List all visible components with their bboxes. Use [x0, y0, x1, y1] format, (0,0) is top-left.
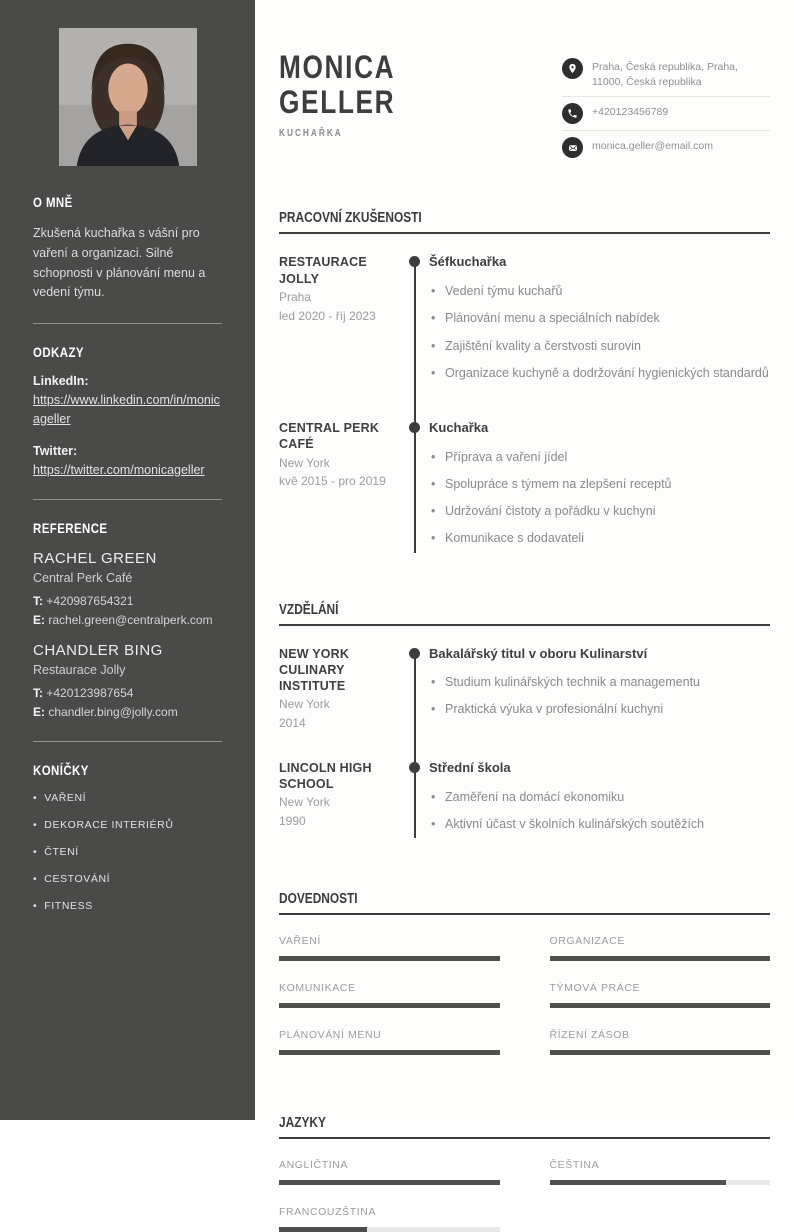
references-heading: REFERENCE: [33, 520, 108, 537]
entry-location: New York: [279, 795, 330, 810]
link-item-linkedin: [33, 374, 222, 429]
skill-bar-fill: [550, 1050, 771, 1055]
phone-value: +420987654321: [46, 594, 134, 609]
sidebar-divider: [33, 741, 222, 742]
entry-title: Šéfkuchařka: [429, 254, 507, 270]
section-experience: [279, 210, 770, 557]
sidebar-divider: [33, 499, 222, 500]
entry-dates: kvě 2015 - pro 2019: [279, 474, 386, 489]
timeline-cell: [401, 760, 429, 843]
reference-email: [33, 613, 222, 629]
entry-school: NEW YORK CULINARY INSTITUTE: [279, 646, 350, 694]
entry-dates: 2014: [279, 716, 306, 731]
entry-school: LINCOLN HIGH SCHOOL: [279, 760, 372, 792]
language-label: FRANCOUZŠTINA: [279, 1206, 377, 1219]
education-heading: VZDĚLÁNÍ: [279, 602, 770, 626]
entry-bullets: [429, 674, 770, 718]
education-entry: [279, 760, 770, 843]
language-item: [279, 1159, 500, 1185]
skill-bar-track: [550, 1050, 771, 1055]
skills-grid: [279, 935, 770, 1055]
bullet-item: • Zaměření na domácí ekonomiku: [429, 789, 770, 805]
skill-item: [550, 935, 771, 961]
hobby-item: • VAŘENÍ: [33, 792, 222, 804]
language-bar-track: [550, 1180, 771, 1185]
entry-bullets: [429, 789, 770, 833]
reference-phone: [33, 594, 222, 610]
main-content: [255, 0, 794, 1219]
phone-label: T:: [33, 686, 43, 701]
entry-location: Praha: [279, 289, 312, 304]
contact-email-text: monica.geller@email.com: [592, 140, 713, 153]
education-entry: [279, 646, 770, 732]
entry-meta: [279, 760, 401, 843]
language-bar-fill: [279, 1227, 367, 1232]
phone-icon: [562, 103, 583, 124]
timeline-cell: [401, 646, 429, 732]
bullet-item: • Studium kulinářských technik a managementu: [429, 674, 770, 690]
language-bar-fill: [550, 1180, 726, 1185]
email-value: chandler.bing@jolly.com: [48, 705, 178, 720]
sidebar-section-links: [33, 344, 222, 479]
skill-bar-track: [279, 1003, 500, 1008]
contact-location-row: [562, 52, 770, 97]
bullet-item: • Příprava a vaření jídel: [429, 449, 770, 465]
contact-location-text: Praha, Česká republika, Praha, 11000, Česká republika: [592, 61, 738, 89]
entry-bullets: [429, 449, 770, 547]
skill-label: TÝMOVÁ PRÁCE: [549, 982, 641, 995]
skill-bar-fill: [279, 956, 500, 961]
skill-label: ORGANIZACE: [549, 935, 625, 948]
reference-entry: [33, 642, 222, 720]
bullet-item: • Udržování čistoty a pořádku v kuchyni: [429, 503, 770, 519]
email-label: E:: [33, 705, 45, 720]
skill-bar-track: [279, 956, 500, 961]
reference-email: [33, 705, 222, 721]
skill-label: PLÁNOVÁNÍ MENU: [279, 1029, 382, 1042]
skill-item: [279, 1029, 500, 1055]
reference-phone: [33, 686, 222, 702]
linkedin-link[interactable]: https://www.linkedin.com/in/monicageller: [33, 393, 220, 426]
entry-company: RESTAURACE JOLLY: [279, 255, 367, 286]
link-item-twitter: [33, 444, 222, 480]
entry-body: [429, 420, 770, 558]
entry-body: [429, 760, 770, 843]
reference-company: Restaurace Jolly: [33, 663, 126, 678]
experience-entries: [279, 254, 770, 557]
contact-phone-text: +420123456789: [592, 106, 669, 119]
reference-name: CHANDLER BING: [33, 642, 163, 660]
timeline-cell: [401, 420, 429, 558]
hobby-item: • CESTOVÁNÍ: [33, 873, 222, 885]
person-role: KUCHAŘKA: [279, 128, 343, 140]
entry-title: Bakalářský titul v oboru Kulinarství: [429, 645, 648, 661]
timeline-cell: [401, 254, 429, 392]
bullet-item: • Spolupráce s týmem na zlepšení receptů: [429, 476, 770, 492]
bullet-item: • Plánování menu a speciálních nabídek: [429, 310, 770, 326]
bullet-item: • Vedení týmu kuchařů: [429, 283, 770, 299]
sidebar-section-about: [33, 194, 222, 303]
timeline-dot: [409, 422, 420, 433]
reference-name: RACHEL GREEN: [33, 550, 157, 568]
first-name: MONICA: [279, 49, 396, 85]
skill-bar-fill: [279, 1003, 500, 1008]
language-label: ANGLIČTINA: [279, 1159, 349, 1172]
hobby-item: • DEKORACE INTERIÉRŮ: [33, 819, 222, 831]
sidebar: [0, 0, 255, 1120]
experience-entry: [279, 420, 770, 558]
bullet-item: • Organizace kuchyně a dodržování hygienických standardů: [429, 365, 770, 381]
hobby-item: • FITNESS: [33, 900, 222, 912]
skill-bar-track: [550, 956, 771, 961]
sidebar-section-references: [33, 520, 222, 720]
portrait-placeholder-image: [59, 28, 197, 166]
skill-item: [279, 982, 500, 1008]
person-name: [279, 50, 421, 120]
entry-title: Kuchařka: [429, 420, 489, 436]
sidebar-divider: [33, 323, 222, 324]
about-text: Zkušená kuchařka s vášní pro vaření a organizaci. Silné schopnosti v plánování menu a vedení týmu.: [33, 226, 206, 300]
reference-entry: [33, 550, 222, 628]
language-bar-fill: [279, 1180, 500, 1185]
timeline-dot: [409, 256, 420, 267]
email-icon: [562, 137, 583, 158]
profile-photo: [59, 28, 197, 166]
entry-title: Střední škola: [429, 759, 511, 775]
skill-bar-fill: [550, 956, 771, 961]
language-label: ČEŠTINA: [549, 1159, 600, 1172]
bullet-item: • Aktivní účast v školních kulinářských soutěžích: [429, 816, 770, 832]
bullet-item: • Praktická výuka v profesionální kuchyni: [429, 701, 770, 717]
twitter-link[interactable]: https://twitter.com/monicageller: [33, 462, 205, 477]
contact-info: [562, 50, 770, 164]
experience-entry: [279, 254, 770, 392]
skill-label: ŘÍZENÍ ZÁSOB: [549, 1029, 630, 1042]
language-item: [279, 1206, 500, 1232]
hobbies-list: [33, 792, 222, 912]
entry-location: New York: [279, 697, 330, 712]
contact-email-row: [562, 131, 770, 164]
skill-bar-fill: [550, 1003, 771, 1008]
twitter-label: Twitter:: [33, 443, 78, 458]
skills-heading: DOVEDNOSTI: [279, 891, 770, 915]
hobbies-heading: KONÍČKY: [33, 761, 89, 778]
entry-body: [429, 254, 770, 392]
about-heading: O MNĚ: [33, 194, 73, 210]
skill-bar-fill: [279, 1050, 500, 1055]
timeline-dot: [409, 648, 420, 659]
entry-meta: [279, 420, 401, 558]
skill-bar-track: [279, 1050, 500, 1055]
section-languages: [279, 1115, 770, 1232]
contact-phone-row: [562, 97, 770, 131]
timeline-dot: [409, 762, 420, 773]
education-entries: [279, 646, 770, 843]
email-label: E:: [33, 612, 45, 627]
language-item: [550, 1159, 771, 1185]
email-value: rachel.green@centralperk.com: [48, 612, 213, 627]
resume-header: [279, 0, 770, 164]
entry-bullets: [429, 283, 770, 381]
entry-company: CENTRAL PERK CAFÉ: [279, 421, 380, 452]
skill-item: [550, 982, 771, 1008]
entry-meta: [279, 646, 401, 732]
skill-label: VAŘENÍ: [279, 935, 321, 948]
language-bar-track: [279, 1180, 500, 1185]
skill-item: [279, 935, 500, 961]
entry-location: New York: [279, 455, 330, 470]
languages-grid: [279, 1159, 770, 1232]
experience-heading: PRACOVNÍ ZKUŠENOSTI: [279, 210, 770, 234]
skill-bar-track: [550, 1003, 771, 1008]
section-skills: [279, 891, 770, 1055]
bullet-item: • Zajištění kvality a čerstvosti surovin: [429, 338, 770, 354]
last-name: GELLER: [279, 84, 396, 121]
sidebar-section-hobbies: [33, 762, 222, 912]
entry-dates: led 2020 - říj 2023: [279, 308, 376, 323]
entry-meta: [279, 254, 401, 392]
section-education: [279, 602, 770, 843]
entry-body: [429, 646, 770, 732]
language-bar-track: [279, 1227, 500, 1232]
reference-company: Central Perk Café: [33, 571, 133, 586]
phone-label: T:: [33, 594, 43, 609]
phone-value: +420123987654: [46, 686, 134, 701]
entry-dates: 1990: [279, 814, 306, 829]
hobby-item: • ČTENÍ: [33, 846, 222, 858]
location-icon: [562, 58, 583, 79]
skill-item: [550, 1029, 771, 1055]
name-block: [279, 50, 421, 164]
languages-heading: JAZYKY: [279, 1115, 770, 1139]
bullet-item: • Komunikace s dodavateli: [429, 530, 770, 546]
linkedin-label: LinkedIn:: [33, 374, 89, 388]
links-heading: ODKAZY: [33, 344, 84, 360]
skill-label: KOMUNIKACE: [279, 982, 356, 995]
